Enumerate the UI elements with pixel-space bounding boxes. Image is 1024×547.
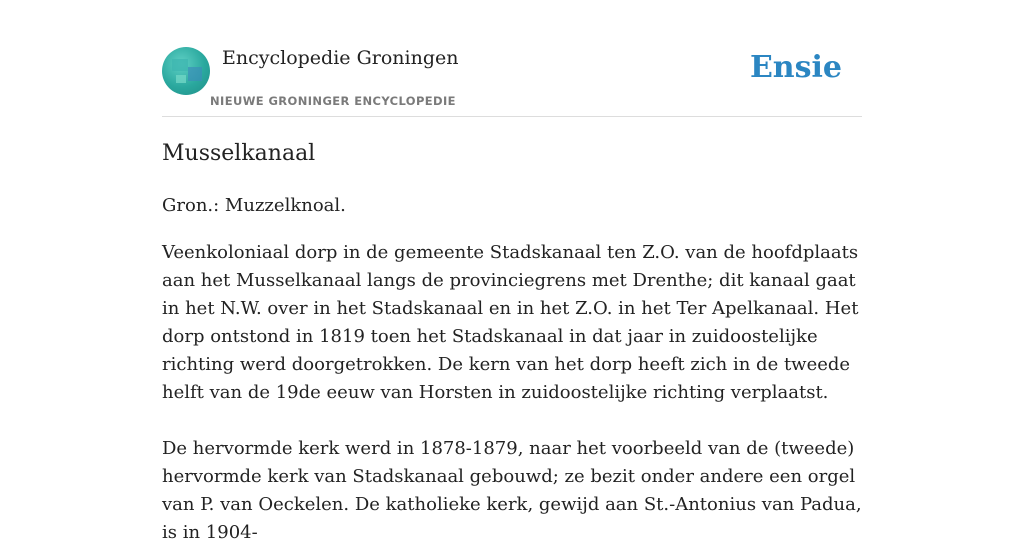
encyclopedie-groningen-logo-icon[interactable] xyxy=(162,47,210,95)
site-name-link[interactable]: Encyclopedie Groningen xyxy=(222,47,459,69)
article-paragraph: Gron.: Muzzelknoal. xyxy=(162,195,346,216)
site-header xyxy=(162,40,862,117)
article-paragraph: Veenkoloniaal dorp in de gemeente Stadskanaal ten Z.O. van de hoofdplaats aan het Musselkanaal langs de provinciegrens met Drenthe; dit kanaal gaat in het N.W. over in het Stadskanaal en in het Z.O. in het Ter Apelkanaal. Het dorp ontstond in 1819 toen het Stadskanaal in dat jaar in zuidoostelijke richting werd doorgetrokken. De kern van het dorp heeft zich in de tweede helft van de 19de eeuw van Horsten in zuidoostelijke richting verplaatst. xyxy=(162,242,859,403)
ensie-brand-link[interactable]: Ensie xyxy=(749,50,842,85)
article-paragraph: De hervormde kerk werd in 1878-1879, naar het voorbeeld van de (tweede) hervormde kerk van Stadskanaal gebouwd; ze bezit onder andere een orgel van P. van Oeckelen. De katholieke kerk, gewijd aan St.-Antonius van Padua, is in 1904- xyxy=(162,438,862,543)
site-tagline: NIEUWE GRONINGER ENCYCLOPEDIE xyxy=(210,94,456,108)
article xyxy=(162,138,868,547)
page-title: Musselkanaal xyxy=(162,141,316,166)
